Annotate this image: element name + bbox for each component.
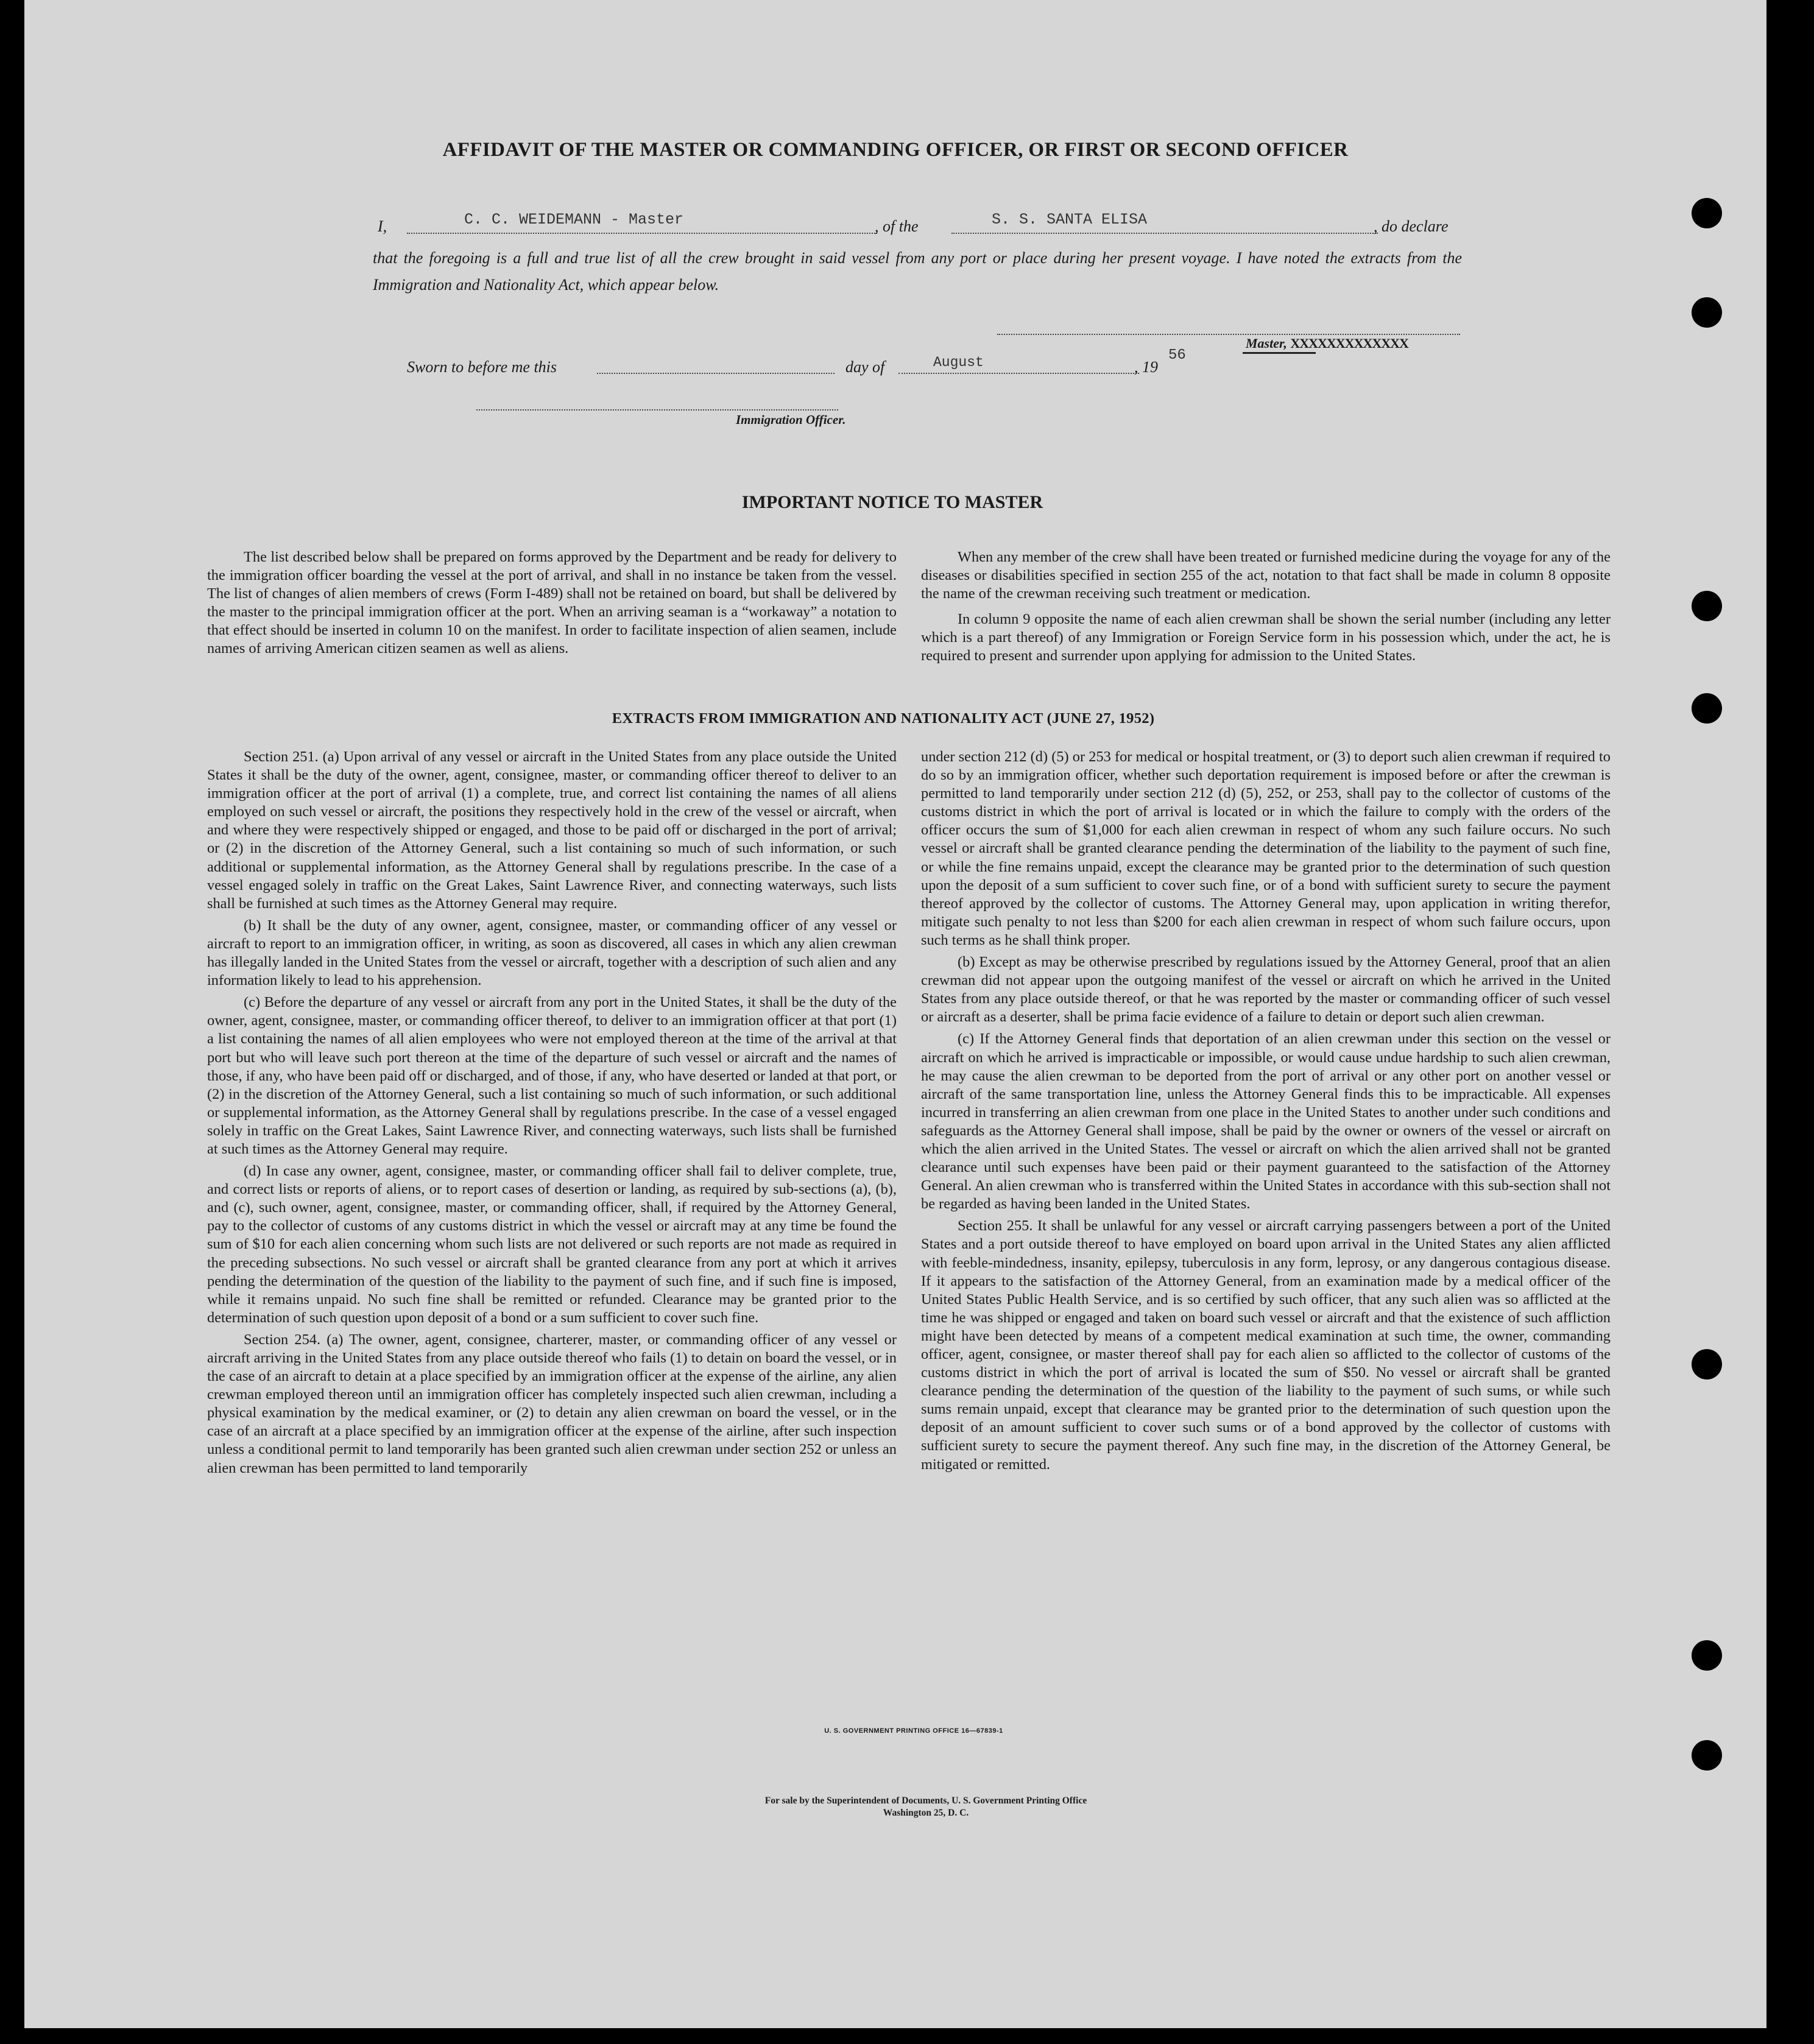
year-prefix: , 19 (1134, 358, 1158, 376)
sworn-day-line (597, 373, 835, 374)
for-sale-line-2: Washington 25, D. C. (883, 1808, 969, 1818)
for-sale-line-1: For sale by the Superintendent of Documents, U. S. Government Printing Office (764, 1796, 1087, 1806)
struck-officer-title: XXXXXXXXXXXXX (1290, 336, 1408, 351)
notice-right-column (921, 548, 1611, 669)
sworn-label: Sworn to before me this (407, 358, 557, 376)
sworn-year-field: 56 (1168, 347, 1186, 364)
document-page (24, 0, 1766, 2028)
extracts-left-column (207, 748, 897, 1481)
vessel-name-field: S. S. SANTA ELISA (992, 211, 1148, 228)
binder-hole (1692, 198, 1722, 228)
master-signature-label (1246, 336, 1408, 351)
printing-office-imprint: U. S. GOVERNMENT PRINTING OFFICE 16—67839-1 (824, 1727, 1003, 1735)
immigration-officer-label: Immigration Officer. (736, 412, 846, 427)
section-251-d: (d) In case any owner, agent, consignee, master, or commanding officer shall fail to deliver complete, true, and correct lists or reports of aliens, or to report cases of desertion or landing, as required by sub-sections (a), (b), and (c), such owner, agent, consignee, master, or commanding officer, shall, if required by the Attorney General, pay to the collector of customs of any customs district in which the vessel or aircraft may at any time be found the sum of $10 for each alien concerning whom such lists are not delivered or such reports are not made as required in the preceding subsections. No such vessel or aircraft shall be granted clearance from any port at which it arrives pending the determination of the question of the liability to the payment of such fine, and if such fine is imposed, while it remains unpaid. No such fine shall be remitted or refunded. Clearance may be granted prior to the determination of such question upon deposit of a bond or a sum sufficient to cover such fine. (207, 1163, 897, 1326)
binder-hole (1692, 1640, 1722, 1671)
of-the-label: , of the (875, 217, 919, 235)
section-254-a-continued: under section 212 (d) (5) or 253 for medical or hospital treatment, or (3) to deport such alien crewman if required to do so by an immigration officer, whether such deportation requirement is imposed before or after the crewman is permitted to land temporarily under section 212 (d) (5), 252, or 253, shall pay to the collector of customs of the customs district in which the port of arrival is located or in which the failure to comply with the orders of the officer occurs the sum of $1,000 for each alien crewman in respect of whom any such failure occurs. No such vessel or aircraft shall be granted clearance pending the determination of the liability to the payment of such fine, or while the fine remains unpaid, except the clearance may be granted prior to the determination of such question upon the deposit of a sum sufficient to cover such fine, or of a bond with sufficient surety to secure the payment thereof approved by the collector of customs. The Attorney General may, upon application in writing therefor, mitigate such penalty to not less than $200 for each alien crewman in respect of whom such failure occurs, upon such terms as he shall think proper. (921, 749, 1611, 948)
binder-hole (1692, 297, 1722, 328)
i-label: I, (378, 217, 387, 235)
extracts-title: EXTRACTS FROM IMMIGRATION AND NATIONALITY ACT (JUNE 27, 1952) (612, 710, 1155, 727)
extracts-right-column (921, 748, 1611, 1478)
section-254-a: Section 254. (a) The owner, agent, consignee, charterer, master, or commanding officer of any vessel or aircraft arriving in the United States from any place outside thereof who fails (1) to detain on board the vessel, or in the case of an aircraft to detain at a place specified by an immigration officer at the expense of the airline, any alien crewman employed thereon until an immigration officer has completely inspected such alien crewman, including a physical examination by the medical examiner, or (2) to detain any alien crewman on board the vessel, or in the case of an aircraft at a place specified by an immigration officer at the expense of the airline, after such inspection unless a conditional permit to land temporarily has been granted such alien crewman under section 252 or unless an alien crewman has been permitted to land temporarily (207, 1331, 897, 1476)
binder-hole (1692, 1740, 1722, 1771)
master-name-field: C. C. WEIDEMANN - Master (464, 211, 684, 228)
notice-right-paragraph-2: In column 9 opposite the name of each alien crewman shall be shown the serial number (including any letter which is a part thereof) of any Immigration or Foreign Service form in his possession which, under the act, he is required to present and surrender upon applying for admission to the United States. (921, 611, 1611, 664)
notice-left-column (207, 548, 897, 662)
immigration-officer-line (476, 409, 838, 411)
binder-hole (1692, 591, 1722, 621)
section-251-c: (c) Before the departure of any vessel or aircraft from any port in the United States, it shall be the duty of the owner, agent, consignee, master, or commanding officer thereof, to deliver to an immigration officer at that port (1) a list containing the names of all alien employees who were not employed thereon at the time of the arrival at that port but who will leave such port thereon at the time of the departure of such vessel or aircraft and the names of those, if any, who have been paid off or discharged, and of those, if any, who have deserted or landed at that port, or (2) in the discretion of the Attorney General, such a list containing so much of such information, or such additional or supplemental information, as the Attorney General shall by regulations prescribe. In the case of a vessel engaged solely in traffic on the Great Lakes, Saint Lawrence River, and connecting waterways, such lists shall be furnished at such times as the Attorney General may require. (207, 994, 897, 1157)
notice-left-paragraph: The list described below shall be prepared on forms approved by the Department and be ready for delivery to the immigration officer boarding the vessel at the port of arrival, and shall in no instance be taken from the vessel. The list of changes of alien members of crews (Form I-489) shall not be retained on board, but shall be delivered by the master to the principal immigration officer at the port. When an arriving seaman is a “workaway” a notation to that effect should be inserted in column 10 on the manifest. In order to facilitate inspection of alien seamen, include names of arriving American citizen seamen as well as aliens. (207, 549, 897, 657)
sworn-month-field: August (933, 354, 984, 370)
section-255: Section 255. It shall be unlawful for any vessel or aircraft carrying passengers between a port of the United States and a port outside thereof to have employed on board upon arrival in the United States any alien afflicted with feeble-mindedness, insanity, epilepsy, tuberculosis in any form, leprosy, or any dangerous contagious disease. If it appears to the satisfaction of the Attorney General, from an examination made by a medical officer of the United States Public Health Service, and is so certified by such officer, that any such alien was so afflicted at the time he was shipped or engaged and taken on board such vessel or aircraft and that the existence of such affliction might have been detected by means of a competent medical examination at such time, the owner, commanding officer, agent, consignee, or master thereof shall pay for each alien so afflicted to the collector of customs of the customs district in which the port of arrival is located the sum of $50. No vessel or aircraft shall be granted clearance pending the determination of the question of the liability to the payment of such sums, or while such sums remain unpaid, except that clearance may be granted prior to the determination of such question upon the deposit of an amount sufficient to cover such sums or of a bond approved by the collector of customs with sufficient surety to secure the payment thereof. Any such fine may, in the discretion of the Attorney General, be mitigated or remitted. (921, 1218, 1611, 1473)
declaration-text: that the foregoing is a full and true list of all the crew brought in said vessel from any port or place during her present voyage. I have noted the extracts from the Immigration and Nationality Act, which appear below. (373, 249, 1462, 294)
section-254-c: (c) If the Attorney General finds that deportation of an alien crewman under this section on the vessel or aircraft on which he arrived is impracticable or impossible, or would cause undue hardship to such alien crewman, he may cause the alien crewman to be deported from the port of arrival or any other port on another vessel or aircraft of the same transportation line, unless the Attorney General finds this to be impracticable. All expenses incurred in transferring an alien crewman from one place in the United States to another under such conditions and safeguards as the Attorney General shall impose, shall be paid by the owner or owners of the vessel or aircraft on which the alien arrived in the United States. The vessel or aircraft on which the alien arrived shall not be granted clearance until such expenses have been paid or their payment guaranteed to the satisfaction of the Attorney General. An alien crewman who is transferred within the United States in accordance with this sub-section shall not be regarded as having been landed in the United States. (921, 1031, 1611, 1213)
name-line (407, 233, 877, 234)
master-underline (1243, 352, 1316, 354)
section-251-a: Section 251. (a) Upon arrival of any vessel or aircraft in the United States from any place outside the United States it shall be the duty of the owner, agent, consignee, master, or commanding officer thereof to deliver to an immigration officer at the port of arrival (1) a complete, true, and correct list containing the names of all aliens employed on such vessel or aircraft, the positions they respectively hold in the crew of the vessel or aircraft, when and where they were respectively shipped or engaged, and those to be paid off or discharged in the port of arrival; or (2) in the discretion of the Attorney General, such a list containing so much of such information, or such additional or supplemental information, as the Attorney General shall by regulations prescribe. In the case of a vessel engaged solely in traffic on the Great Lakes, Saint Lawrence River, and connecting waterways, such lists shall be furnished at such times as the Attorney General may require. (207, 749, 897, 912)
vessel-line (951, 233, 1378, 234)
day-of-label: day of (845, 358, 885, 376)
binder-hole (1692, 1349, 1722, 1380)
master-label: Master, (1246, 336, 1287, 351)
affidavit-title: AFFIDAVIT OF THE MASTER OR COMMANDING OFFICER, OR FIRST OR SECOND OFFICER (442, 139, 1349, 161)
notice-title: IMPORTANT NOTICE TO MASTER (741, 492, 1043, 512)
master-signature-line (997, 334, 1460, 335)
section-251-b: (b) It shall be the duty of any owner, agent, consignee, master, or commanding officer of any vessel or aircraft to report to an immigration officer, in writing, as soon as discovered, all cases in which any alien crewman has illegally landed in the United States from the vessel or aircraft, together with a description of such alien and any information likely to lead to his apprehension. (207, 917, 897, 989)
section-254-b: (b) Except as may be otherwise prescribed by regulations issued by the Attorney General, proof that an alien crewman did not appear upon the outgoing manifest of the vessel or aircraft on which he arrived in the United States from any place outside thereof, or that he was reported by the master or commanding officer of such vessel or aircraft as a deserter, shall be prima facie evidence of a failure to detain or deport such alien crewman. (921, 954, 1611, 1026)
do-declare-label: , do declare (1374, 217, 1449, 235)
sworn-month-line (898, 373, 1139, 374)
notice-right-paragraph-1: When any member of the crew shall have been treated or furnished medicine during the voyage for any of the diseases or disabilities specified in section 255 of the act, notation to that fact shall be made in column 8 opposite the name of the crewman receiving such treatment or medication. (921, 549, 1611, 602)
